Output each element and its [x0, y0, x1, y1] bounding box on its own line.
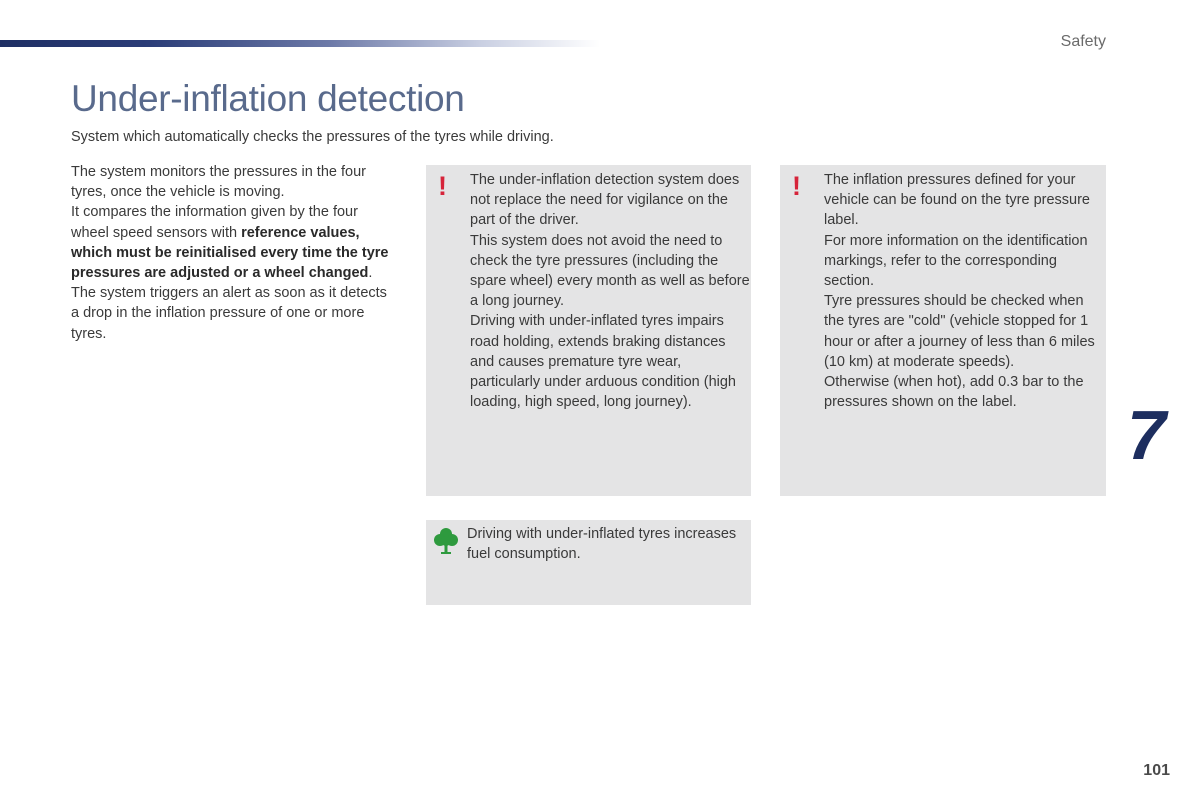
paragraph [71, 202, 396, 283]
exclamation-icon: ! [792, 171, 801, 201]
paragraph: This system does not avoid the need to check the tyre pressures (including the spare wheel) every month as well as before a long journey. [470, 232, 750, 310]
paragraph: Tyre pressures should be checked when the tyres are "cold" (vehicle stopped for 1 hour or after a journey of less than 6 miles (10 km) at moderate speeds). [824, 293, 1095, 370]
header-gradient-bar [0, 40, 600, 47]
eco-box [426, 520, 751, 605]
paragraph: The under-inflation detection system does not replace the need for vigilance on the part of the driver. [470, 172, 740, 229]
paragraph: The system monitors the pressures in the four tyres, once the vehicle is moving. [71, 164, 366, 201]
paragraph-text: It compares the information given by the four wheel speed sensors with [71, 204, 358, 241]
eco-text: Driving with under-inflated tyres increases fuel consumption. [467, 526, 737, 563]
intro-text: System which automatically checks the pressures of the tyres while driving. [71, 129, 554, 145]
paragraph: The system triggers an alert as soon as it detects a drop in the inflation pressure of one or more tyres. [71, 285, 387, 342]
warning-text [470, 170, 750, 412]
exclamation-icon: ! [438, 171, 447, 201]
paragraph: For more information on the identification markings, refer to the corresponding section. [824, 232, 1088, 290]
warning-box-vigilance [426, 165, 751, 496]
bold-text: reference values, which must be reinitialised every time the tyre pressures are adjusted or a wheel changed [71, 224, 389, 282]
paragraph-text: . [368, 265, 373, 282]
chapter-number: 7 [1127, 396, 1166, 474]
left-column [71, 162, 396, 344]
warning-box-pressures [780, 165, 1106, 496]
page-title: Under-inflation detection [71, 78, 465, 119]
page-number: 101 [1143, 762, 1170, 779]
tree-icon [434, 527, 458, 555]
warning-text [824, 170, 1104, 412]
paragraph: Otherwise (when hot), add 0.3 bar to the pressures shown on the label. [824, 374, 1084, 411]
paragraph: The inflation pressures defined for your vehicle can be found on the tyre pressure label. [824, 172, 1090, 229]
paragraph: Driving with under-inflated tyres impairs road holding, extends braking distances and causes premature tyre wear, particularly under arduous condition (high loading, high speed, long journey). [470, 313, 736, 411]
section-label: Safety [1060, 33, 1106, 50]
